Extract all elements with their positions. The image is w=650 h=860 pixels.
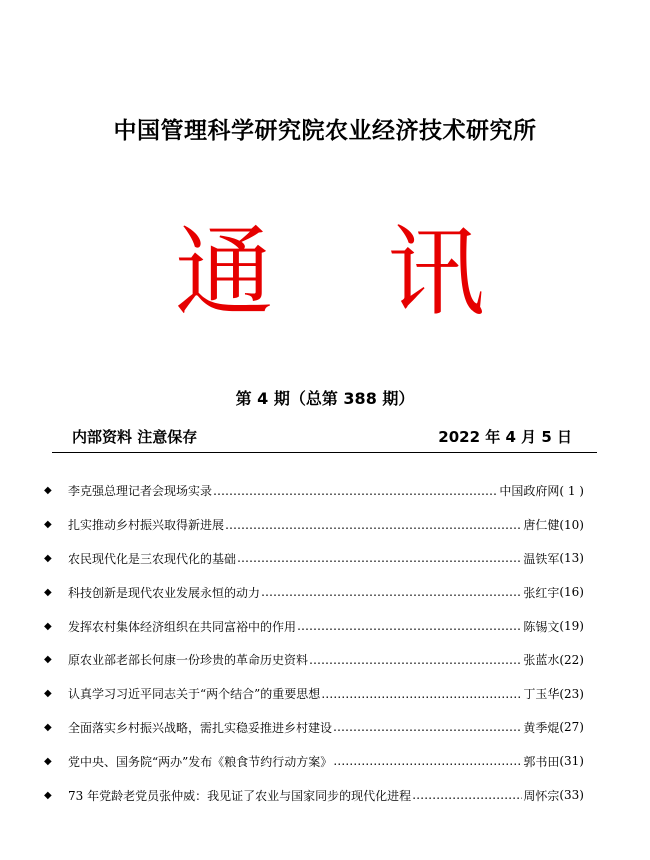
meta-row xyxy=(72,426,572,447)
toc-title: 农民现代化是三农现代化的基础 xyxy=(68,551,237,566)
toc-page: (16) xyxy=(559,585,584,600)
toc-title: 扎实推动乡村振兴取得新进展 xyxy=(68,518,225,533)
toc-author: 郭书田 xyxy=(523,754,560,769)
divider xyxy=(52,452,597,453)
table-of-contents xyxy=(44,474,584,812)
leader-dots xyxy=(412,788,522,802)
toc-author: 丁玉华 xyxy=(523,687,560,702)
toc-item[interactable] xyxy=(44,609,584,643)
toc-title: 73 年党龄老党员张仲威：我见证了农业与国家同步的现代化进程 xyxy=(68,788,412,803)
toc-item[interactable] xyxy=(44,575,584,609)
leader-dots xyxy=(321,687,522,701)
bullet-diamond-icon: ◆ xyxy=(44,586,52,598)
toc-page: ( 1 ) xyxy=(559,483,584,498)
toc-title: 党中央、国务院“两办”发布《粮食节约行动方案》 xyxy=(68,754,333,769)
toc-title: 原农业部老部长何康一份珍贵的革命历史资料 xyxy=(68,653,309,668)
toc-page: (31) xyxy=(559,754,584,769)
toc-title: 李克强总理记者会现场实录 xyxy=(68,484,213,499)
issue-date: 2022 年 4 月 5 日 xyxy=(438,428,572,446)
toc-item[interactable] xyxy=(44,508,584,542)
bullet-diamond-icon: ◆ xyxy=(44,620,52,632)
bullet-diamond-icon: ◆ xyxy=(44,789,52,801)
bullet-diamond-icon: ◆ xyxy=(44,485,52,497)
leader-dots xyxy=(261,585,522,599)
toc-title: 认真学习习近平同志关于“两个结合”的重要思想 xyxy=(68,687,321,702)
toc-author: 张蓝水 xyxy=(523,653,560,668)
bullet-diamond-icon: ◆ xyxy=(44,552,52,564)
toc-item[interactable] xyxy=(44,474,584,508)
organization-name: 中国管理科学研究院农业经济技术研究所 xyxy=(113,118,537,144)
bullet-diamond-icon: ◆ xyxy=(44,721,52,733)
bullet-diamond-icon: ◆ xyxy=(44,755,52,767)
leader-dots xyxy=(213,484,498,498)
leader-dots xyxy=(225,518,522,532)
toc-page: (33) xyxy=(559,788,584,803)
toc-item[interactable] xyxy=(44,643,584,677)
leader-dots xyxy=(237,551,522,565)
issue-number: 第 4 期（总第 388 期） xyxy=(235,389,415,408)
newsletter-title xyxy=(175,218,485,328)
toc-author: 中国政府网 xyxy=(499,484,560,499)
title-char-1: 通 xyxy=(175,216,274,330)
toc-author: 陈锡文 xyxy=(523,619,560,634)
toc-author: 黄季焜 xyxy=(523,720,560,735)
toc-title: 科技创新是现代农业发展永恒的动力 xyxy=(68,585,261,600)
toc-item[interactable] xyxy=(44,677,584,711)
toc-page: (19) xyxy=(559,619,584,634)
confidential-note: 内部资料 注意保存 xyxy=(72,428,198,446)
toc-author: 张红宇 xyxy=(523,585,560,600)
leader-dots xyxy=(333,720,522,734)
toc-page: (23) xyxy=(559,686,584,701)
toc-page: (13) xyxy=(559,551,584,566)
toc-item[interactable] xyxy=(44,711,584,745)
toc-item[interactable] xyxy=(44,542,584,576)
toc-item[interactable] xyxy=(44,778,584,812)
toc-page: (22) xyxy=(559,652,584,667)
bullet-diamond-icon: ◆ xyxy=(44,519,52,531)
leader-dots xyxy=(333,754,522,768)
toc-title: 全面落实乡村振兴战略，需扎实稳妥推进乡村建设 xyxy=(68,720,333,735)
toc-page: (27) xyxy=(559,720,584,735)
toc-author: 周怀宗 xyxy=(523,788,560,803)
bullet-diamond-icon: ◆ xyxy=(44,654,52,666)
toc-author: 唐仁健 xyxy=(523,518,560,533)
toc-author: 温铁军 xyxy=(523,551,560,566)
toc-title: 发挥农村集体经济组织在共同富裕中的作用 xyxy=(68,619,297,634)
leader-dots xyxy=(309,653,522,667)
leader-dots xyxy=(297,619,522,633)
toc-page: (10) xyxy=(559,517,584,532)
title-char-2: 讯 xyxy=(386,216,485,330)
bullet-diamond-icon: ◆ xyxy=(44,688,52,700)
toc-item[interactable] xyxy=(44,744,584,778)
